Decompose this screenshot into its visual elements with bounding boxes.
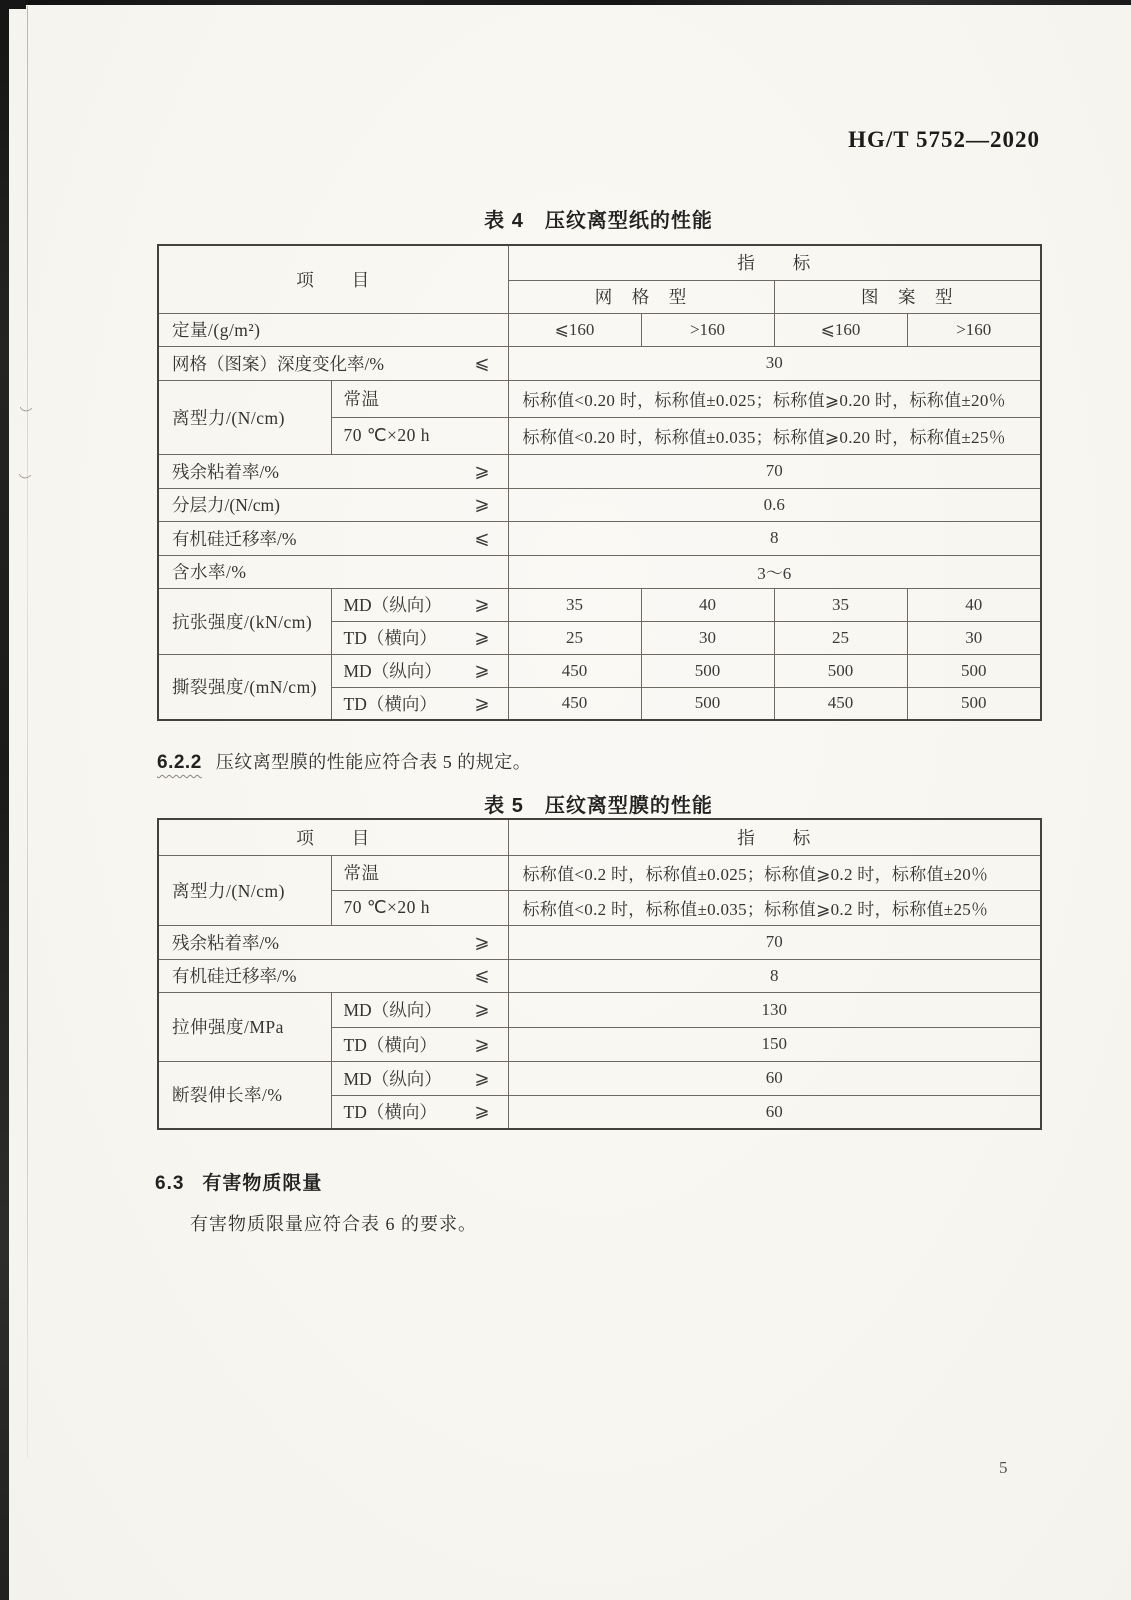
table4-release-force-room-value: 标称值<0.20 时，标称值±0.025；标称值⩾0.20 时，标称值±20％ bbox=[508, 380, 1041, 417]
binding-mark bbox=[20, 402, 33, 414]
table4-tensile-td-value: 30 bbox=[907, 621, 1041, 654]
table4-tear-td-value: 500 bbox=[641, 687, 774, 720]
table4-moisture-value: 3～6 bbox=[508, 555, 1041, 588]
table4-head-grid-type: 网 格 型 bbox=[508, 280, 774, 313]
release-force-heat-aged-label: 70 ℃×20 h bbox=[331, 890, 508, 925]
table4-tensile-md-value: 35 bbox=[508, 588, 641, 621]
table5-elongation-md-value: 60 bbox=[508, 1061, 1041, 1095]
table5-tensile-td-value: 150 bbox=[508, 1027, 1041, 1061]
tensile-md-label bbox=[331, 992, 508, 1027]
greater-equal-symbol: ⩾ bbox=[474, 999, 490, 1020]
table5-release-force-heat-value: 标称值<0.2 时，标称值±0.035；标称值⩾0.2 时，标称值±25％ bbox=[508, 890, 1041, 925]
table4-basis-weight-value: >160 bbox=[641, 313, 774, 346]
tear-td-label bbox=[331, 687, 508, 720]
binding-mark bbox=[19, 469, 32, 481]
section-number-63: 6.3 bbox=[155, 1173, 185, 1194]
md-direction-label: MD（纵向） bbox=[343, 1068, 442, 1089]
greater-equal-symbol: ⩾ bbox=[474, 1101, 490, 1123]
elongation-md-label bbox=[331, 1061, 508, 1095]
table4-row-tensile-strength-label: 抗张强度/(kN/cm) bbox=[158, 588, 331, 654]
paragraph-6-2-2 bbox=[157, 748, 531, 774]
table4-row-tear-strength-label: 撕裂强度/(mN/cm) bbox=[158, 654, 331, 720]
standard-number-header: HG/T 5752—2020 bbox=[848, 127, 1040, 152]
table4-basis-weight-value: >160 bbox=[907, 313, 1041, 346]
table4-row-release-force-label: 离型力/(N/cm) bbox=[158, 380, 331, 454]
release-force-room-temp-label: 常温 bbox=[331, 855, 508, 890]
table5-silicone-migration-value: 8 bbox=[508, 959, 1041, 992]
depth-change-label: 网格（图案）深度变化率/% bbox=[172, 353, 384, 374]
td-direction-label: TD（横向） bbox=[343, 693, 437, 714]
elongation-td-label bbox=[331, 1095, 508, 1129]
table4-caption: 表 4 压纹离型纸的性能 bbox=[484, 210, 713, 232]
heading-6-3 bbox=[155, 1168, 322, 1195]
residual-adhesion-label: 残余粘着率/% bbox=[172, 461, 279, 482]
tensile-td-label bbox=[331, 1027, 508, 1061]
table4-tensile-td-value: 25 bbox=[508, 621, 641, 654]
table4-tear-md-value: 500 bbox=[907, 654, 1041, 687]
tear-md-label bbox=[331, 654, 508, 687]
table4-row-depth-change-label bbox=[158, 346, 508, 380]
table4-embossed-release-paper bbox=[157, 244, 1042, 721]
table4-head-index: 指 标 bbox=[508, 245, 1041, 280]
section-63-title: 有害物质限量 bbox=[202, 1173, 323, 1194]
greater-equal-symbol: ⩾ bbox=[474, 1033, 490, 1055]
table5-embossed-release-film bbox=[157, 818, 1042, 1130]
tensile-td-label bbox=[331, 621, 508, 654]
greater-equal-symbol: ⩾ bbox=[474, 692, 490, 714]
table4-basis-weight-value: ⩽160 bbox=[508, 313, 641, 346]
table4-basis-weight-value: ⩽160 bbox=[774, 313, 907, 346]
silicone-migration-label: 有机硅迁移率/% bbox=[172, 966, 297, 986]
table4-tensile-td-value: 25 bbox=[774, 621, 907, 654]
section-622-text: 压纹离型膜的性能应符合表 5 的规定。 bbox=[215, 752, 532, 772]
table4-head-pattern-type: 图 案 型 bbox=[774, 280, 1041, 313]
section-number-622: 6.2.2 bbox=[157, 752, 202, 773]
tensile-md-label bbox=[331, 588, 508, 621]
table5-row-release-force-label: 离型力/(N/cm) bbox=[158, 855, 331, 925]
table4-release-force-heat-value: 标称值<0.20 时，标称值±0.035；标称值⩾0.20 时，标称值±25％ bbox=[508, 417, 1041, 454]
release-force-room-temp-label: 常温 bbox=[331, 380, 508, 417]
td-direction-label: TD（横向） bbox=[343, 1034, 437, 1055]
table4-silicone-migration-value: 8 bbox=[508, 521, 1041, 555]
table5-caption: 表 5 压纹离型膜的性能 bbox=[484, 795, 713, 817]
td-direction-label: TD（横向） bbox=[343, 1102, 437, 1123]
scan-corner-blot bbox=[0, 0, 26, 9]
table4-tensile-td-value: 30 bbox=[641, 621, 774, 654]
table4-row-silicone-migration-label bbox=[158, 521, 508, 555]
table4-row-delamination-label bbox=[158, 488, 508, 521]
release-force-heat-aged-label: 70 ℃×20 h bbox=[331, 417, 508, 454]
table4-residual-adhesion-value: 70 bbox=[508, 454, 1041, 488]
less-equal-symbol: ⩽ bbox=[474, 965, 490, 986]
table4-depth-change-value: 30 bbox=[508, 346, 1041, 380]
greater-equal-symbol: ⩾ bbox=[474, 494, 490, 515]
table5-row-elongation-label: 断裂伸长率/% bbox=[158, 1061, 331, 1129]
table4-head-item: 项 目 bbox=[158, 245, 508, 313]
less-equal-symbol: ⩽ bbox=[474, 527, 490, 549]
table4-row-basis-weight-label: 定量/(g/m²) bbox=[158, 313, 508, 346]
scan-left-edge bbox=[0, 0, 9, 1600]
table5-tensile-md-value: 130 bbox=[508, 992, 1041, 1027]
greater-equal-symbol: ⩾ bbox=[474, 660, 490, 681]
table5-release-force-room-value: 标称值<0.2 时，标称值±0.025；标称值⩾0.2 时，标称值±20％ bbox=[508, 855, 1041, 890]
table4-tensile-md-value: 40 bbox=[641, 588, 774, 621]
greater-equal-symbol: ⩾ bbox=[474, 460, 490, 482]
greater-equal-symbol: ⩾ bbox=[474, 594, 490, 615]
td-direction-label: TD（横向） bbox=[343, 628, 437, 648]
scan-top-edge bbox=[0, 0, 1131, 5]
table4-delamination-value: 0.6 bbox=[508, 488, 1041, 521]
table5-row-residual-adhesion-label bbox=[158, 925, 508, 959]
table4-tensile-md-value: 40 bbox=[907, 588, 1041, 621]
table4-row-residual-adhesion-label bbox=[158, 454, 508, 488]
table5-head-item: 项 目 bbox=[158, 819, 508, 855]
table4-tear-td-value: 450 bbox=[774, 687, 907, 720]
table4-tear-md-value: 500 bbox=[641, 654, 774, 687]
delamination-force-label: 分层力/(N/cm) bbox=[172, 495, 280, 515]
table5-head-index: 指 标 bbox=[508, 819, 1041, 855]
table5-residual-adhesion-value: 70 bbox=[508, 925, 1041, 959]
table5-row-silicone-migration-label bbox=[158, 959, 508, 992]
section-63-body: 有害物质限量应符合表 6 的要求。 bbox=[190, 1214, 477, 1234]
md-direction-label: MD（纵向） bbox=[343, 661, 442, 681]
table4-tear-td-value: 450 bbox=[508, 687, 641, 720]
silicone-migration-label: 有机硅迁移率/% bbox=[172, 528, 297, 549]
greater-equal-symbol: ⩾ bbox=[474, 931, 490, 953]
greater-equal-symbol: ⩾ bbox=[474, 1067, 490, 1089]
residual-adhesion-label: 残余粘着率/% bbox=[172, 932, 279, 953]
greater-equal-symbol: ⩾ bbox=[474, 627, 490, 648]
table4-tear-md-value: 500 bbox=[774, 654, 907, 687]
md-direction-label: MD（纵向） bbox=[343, 1000, 442, 1020]
table4-row-moisture-label: 含水率/% bbox=[158, 555, 508, 588]
md-direction-label: MD（纵向） bbox=[343, 595, 442, 615]
table5-elongation-td-value: 60 bbox=[508, 1095, 1041, 1129]
table4-tear-td-value: 500 bbox=[907, 687, 1041, 720]
table4-tear-md-value: 450 bbox=[508, 654, 641, 687]
table5-row-tensile-strength-label: 拉伸强度/MPa bbox=[158, 992, 331, 1061]
table4-tensile-md-value: 35 bbox=[774, 588, 907, 621]
page-number: 5 bbox=[999, 1458, 1008, 1477]
less-equal-symbol: ⩽ bbox=[474, 352, 490, 374]
page-fold-line bbox=[27, 6, 28, 1458]
